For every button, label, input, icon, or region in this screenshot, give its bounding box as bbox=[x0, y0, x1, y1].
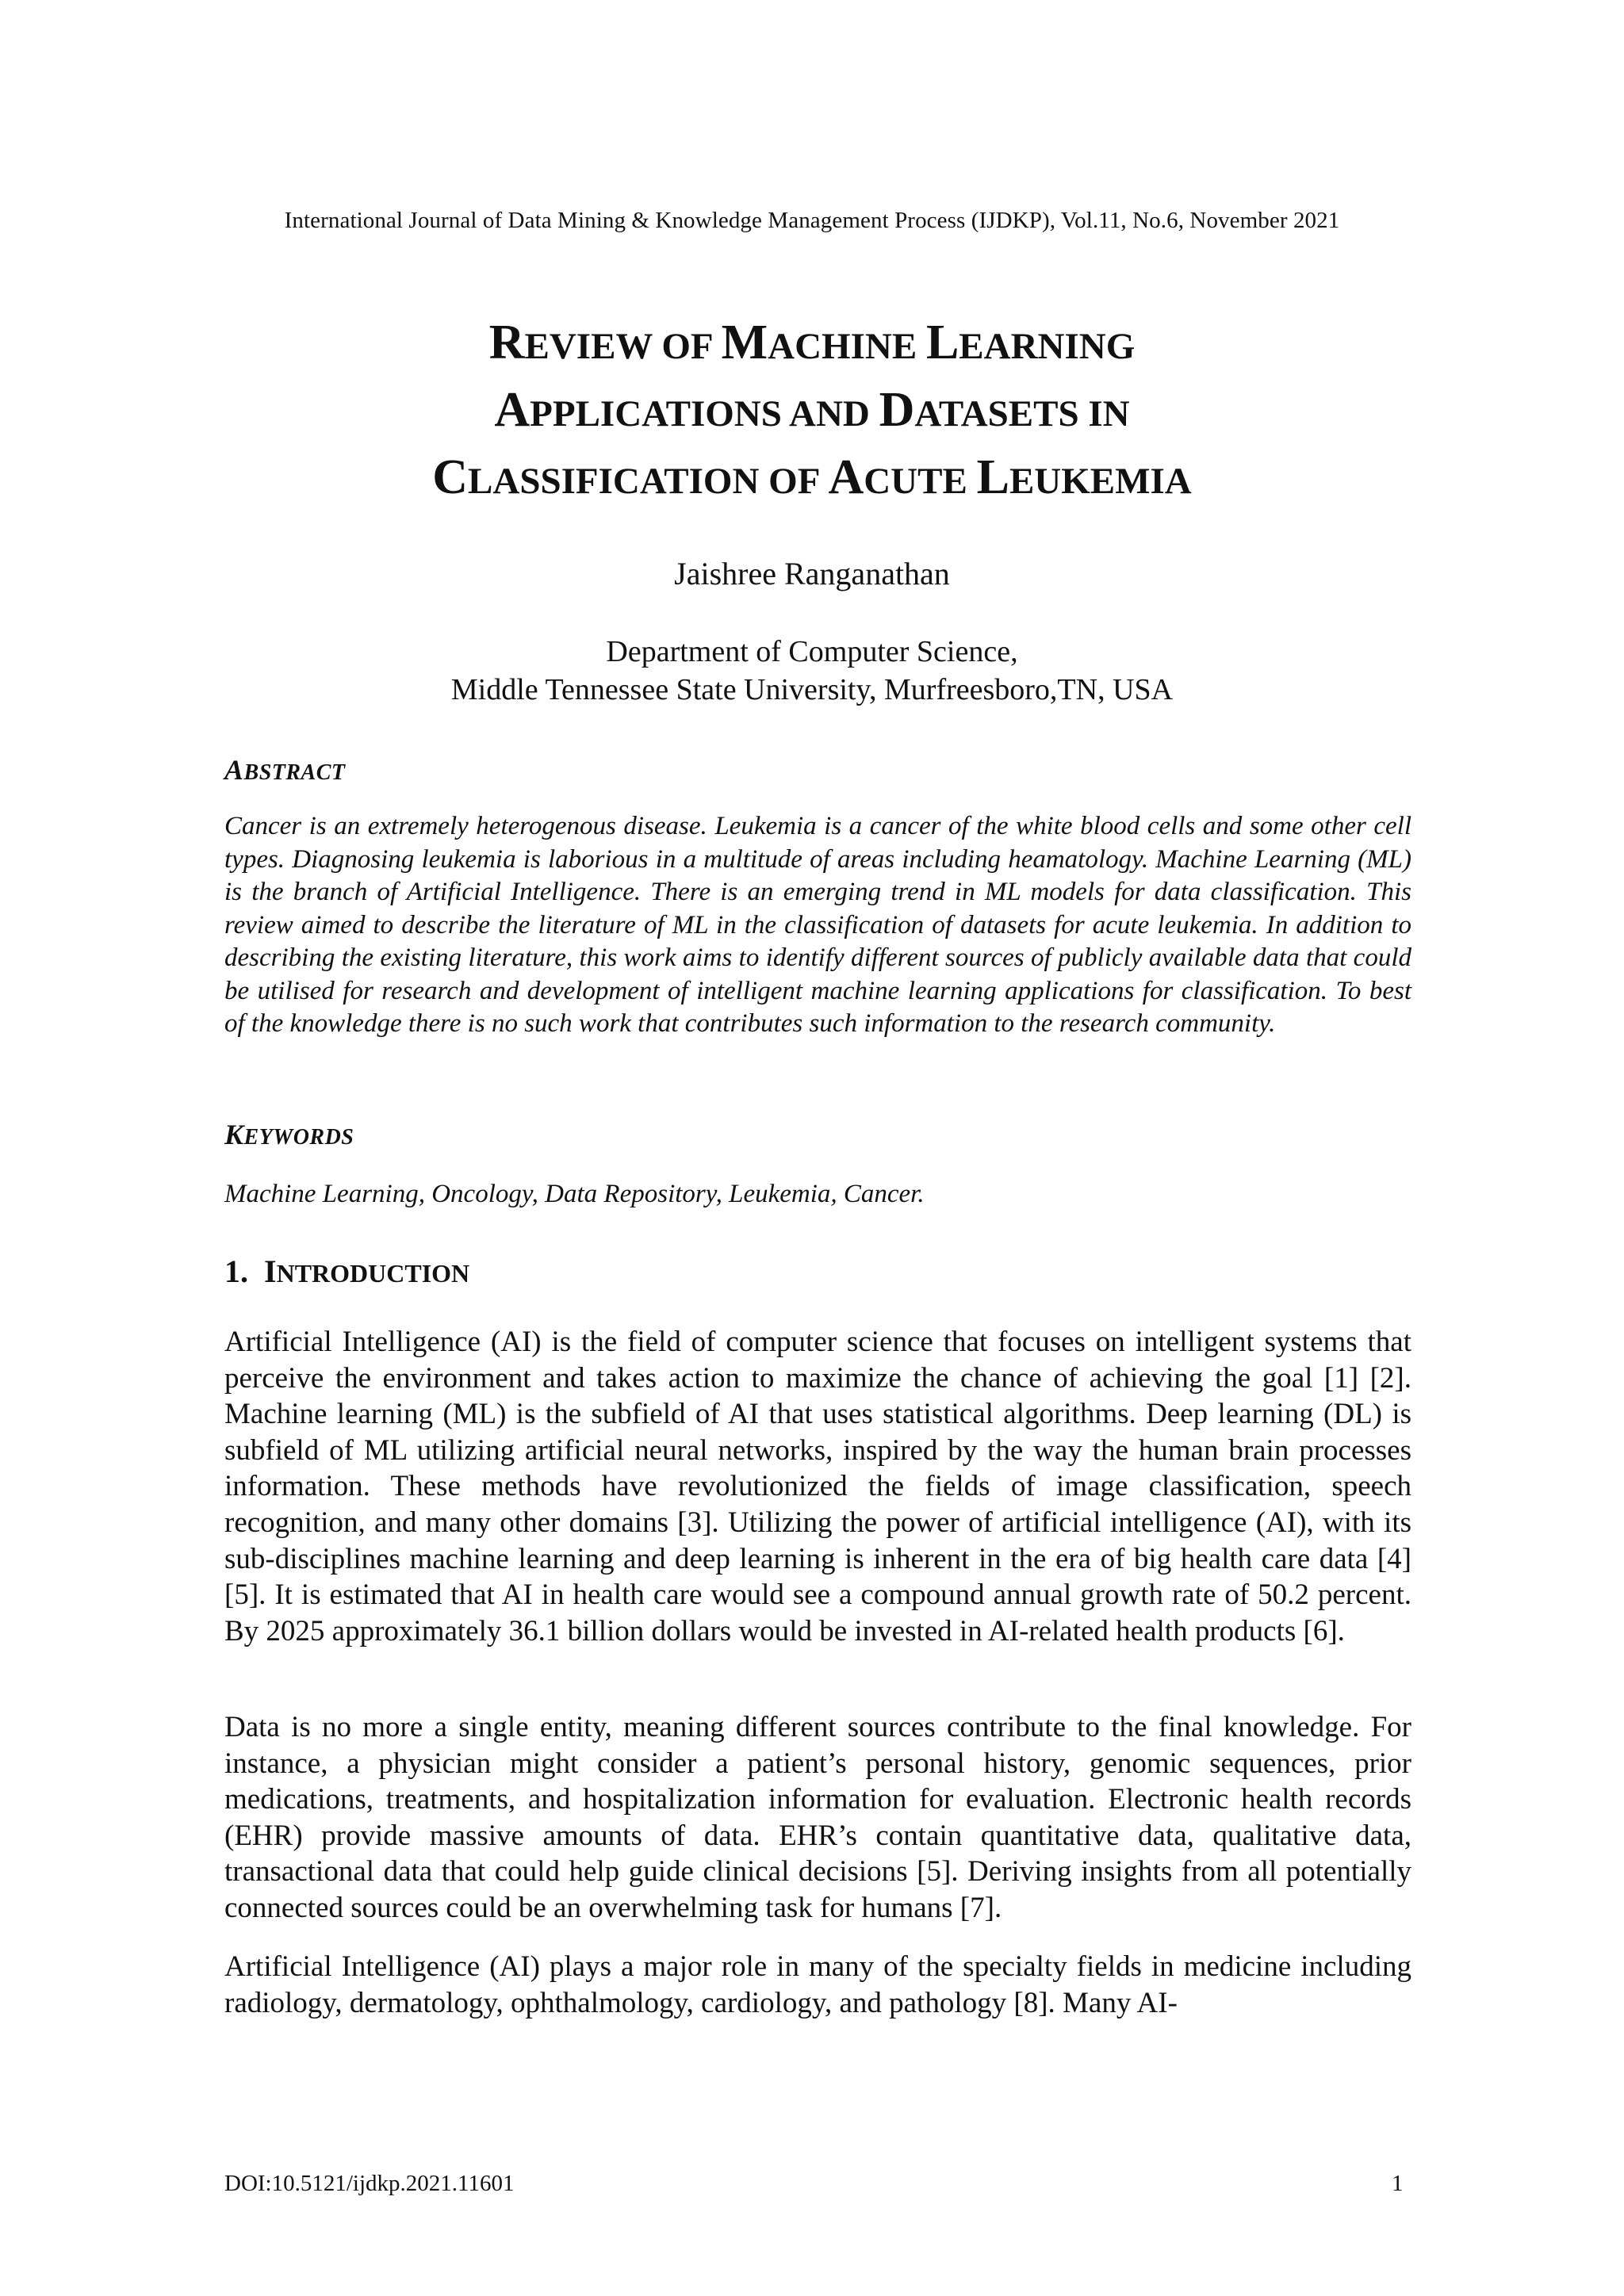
section-number: 1. bbox=[224, 1253, 248, 1289]
affiliation-department: Department of Computer Science, bbox=[606, 635, 1018, 668]
title-line-2: APPLICATIONS AND DATASETS IN bbox=[494, 383, 1130, 437]
keywords-text: Machine Learning, Oncology, Data Repository, Leukemia, Cancer. bbox=[224, 1180, 925, 1208]
title-line-3: CLASSIFICATION OF ACUTE LEUKEMIA bbox=[432, 450, 1192, 504]
keywords-heading: KEYWORDS bbox=[224, 1119, 354, 1150]
paper-title bbox=[0, 311, 1624, 513]
abstract-heading: ABSTRACT bbox=[224, 754, 346, 786]
author-affiliation bbox=[0, 633, 1624, 709]
running-header: International Journal of Data Mining & Knowledge Management Process (IJDKP), Vol.11, No.6, November 2021 bbox=[284, 208, 1340, 233]
intro-paragraph-3: Artificial Intelligence (AI) plays a major role in many of the specialty fields in medicine including radiology, dermatology, ophthalmology, cardiology, and pathology [8]. Many AI- bbox=[224, 1950, 1411, 2019]
footer-page-number: 1 bbox=[1392, 2171, 1404, 2196]
author-name: Jaishree Ranganathan bbox=[674, 556, 950, 591]
intro-paragraph-1: Artificial Intelligence (AI) is the field of computer science that focuses on intelligent systems that perceive the environment and takes action to maximize the chance of achieving the goal [1] [2]. Machine learning (ML) is the subfield of AI that uses statistical algorithms. Deep learning (DL) is subfield of ML utilizing artificial neural networks, inspired by the way the human brain processes information. These methods have revolutionized the fields of image classification, speech recognition, and many other domains [3]. Utilizing the power of artificial intelligence (AI), with its sub-disciplines machine learning and deep learning is inherent in the era of big health care data [4][5]. It is estimated that AI in health care would see a compound annual growth rate of 50.2 percent. By 2025 approximately 36.1 billion dollars would be invested in AI-related health products [6]. bbox=[224, 1326, 1411, 1647]
introduction-heading: 1. INTRODUCTION bbox=[224, 1253, 470, 1289]
affiliation-university: Middle Tennessee State University, Murfreesboro,TN, USA bbox=[450, 673, 1174, 706]
intro-paragraph-2: Data is no more a single entity, meaning different sources contribute to the final knowledge. For instance, a physician might consider a patient’s personal history, genomic sequences, prior medications, treatments, and hospitalization information for evaluation. Electronic health records (EHR) provide massive amounts of data. EHR’s contain quantitative data, qualitative data, transactional data that could help guide clinical decisions [5]. Deriving insights from all potentially connected sources could be an overwhelming task for humans [7]. bbox=[224, 1711, 1411, 1924]
abstract-text: Cancer is an extremely heterogenous disease. Leukemia is a cancer of the white blood cells and some other cell types. Diagnosing leukemia is laborious in a multitude of areas including heamatology. Machine Learning (ML) is the branch of Artificial Intelligence. There is an emerging trend in ML models for data classification. This review aimed to describe the literature of ML in the classification of datasets for acute leukemia. In addition to describing the existing literature, this work aims to identify different sources of publicly available data that could be utilised for research and development of intelligent machine learning applications for classification. To best of the knowledge there is no such work that contributes such information to the research community. bbox=[224, 812, 1411, 1038]
title-line-1: REVIEW OF MACHINE LEARNING bbox=[488, 316, 1136, 369]
footer-doi: DOI:10.5121/ijdkp.2021.11601 bbox=[224, 2171, 515, 2196]
